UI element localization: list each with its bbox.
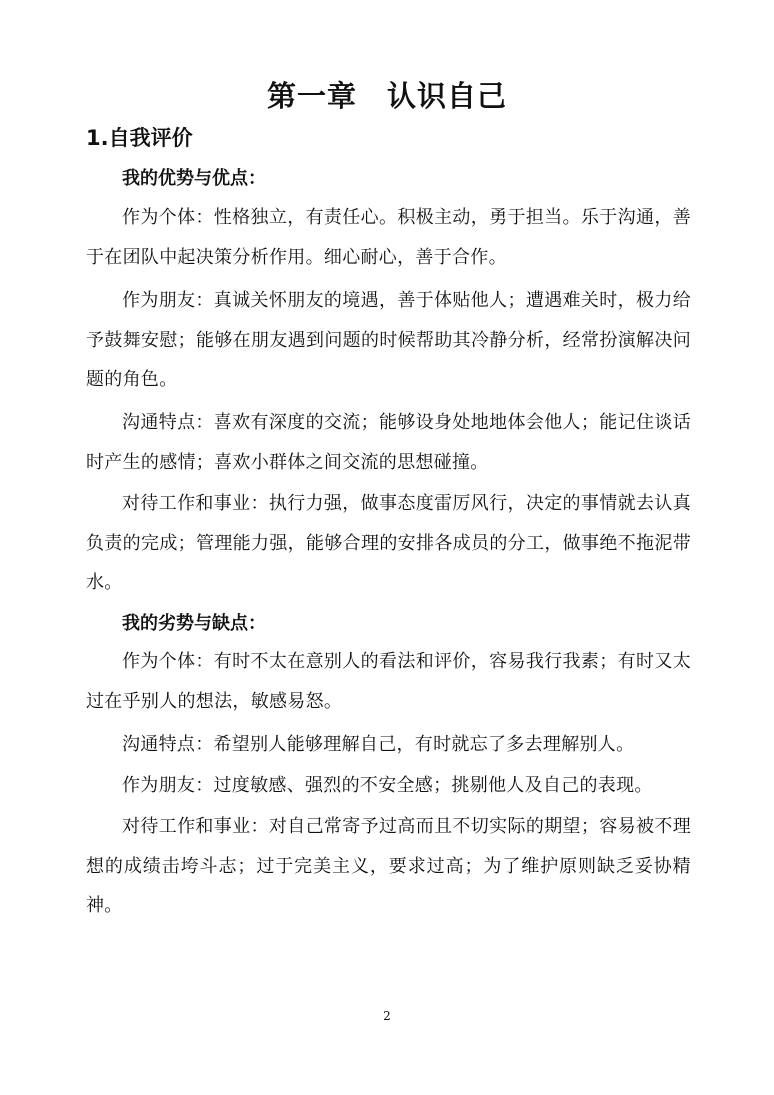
strengths-paragraph-work: 对待工作和事业：执行力强，做事态度雷厉风行，决定的事情就去认真负责的完成；管理能力强，能够合理的安排各成员的分工，做事绝不拖泥带水。: [86, 493, 691, 593]
weaknesses-heading: 我的劣势与缺点：: [122, 613, 266, 634]
chapter-title: 第一章 认识自己: [266, 79, 507, 113]
weaknesses-paragraph-friend: 作为朋友：过度敏感、强烈的不安全感；挑剔他人及自己的表现。: [122, 775, 653, 796]
weaknesses-paragraph-individual: 作为个体：有时不太在意别人的看法和评价，容易我行我素；有时又太过在乎别人的想法，敏感易怒。: [86, 651, 691, 712]
strengths-heading: 我的优势与优点：: [122, 168, 266, 189]
weaknesses-paragraph-work: 对待工作和事业：对自己常寄予过高而且不切实际的期望；容易被不理想的成绩击垮斗志；过于完美主义，要求过高；为了维护原则缺乏妥协精神。: [86, 816, 691, 916]
strengths-paragraph-friend: 作为朋友：真诚关怀朋友的境遇，善于体贴他人；遭遇难关时，极力给予鼓舞安慰；能够在朋友遇到问题的时候帮助其冷静分析，经常扮演解决问题的角色。: [86, 290, 691, 390]
section-title: 1.自我评价: [86, 126, 193, 150]
strengths-paragraph-communication: 沟通特点：喜欢有深度的交流；能够设身处地地体会他人；能记住谈话时产生的感情；喜欢小群体之间交流的思想碰撞。: [86, 412, 691, 473]
strengths-paragraph-individual: 作为个体：性格独立，有责任心。积极主动，勇于担当。乐于沟通，善于在团队中起决策分析作用。细心耐心，善于合作。: [86, 207, 691, 268]
page-number: 2: [383, 1009, 391, 1023]
weaknesses-paragraph-communication: 沟通特点：希望别人能够理解自己，有时就忘了多去理解别人。: [122, 734, 635, 755]
